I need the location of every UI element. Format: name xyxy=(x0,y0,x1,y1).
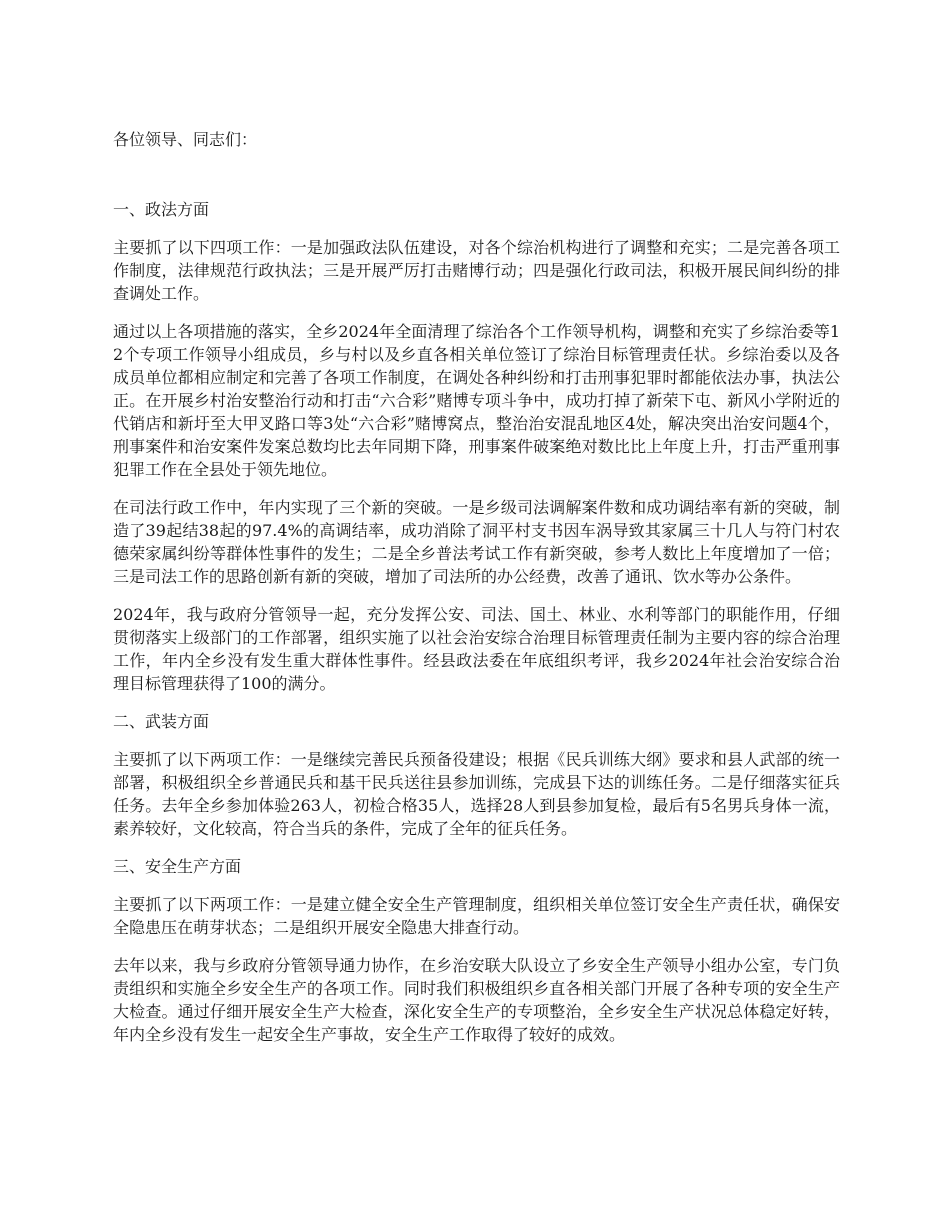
paragraph: 主要抓了以下四项工作：一是加强政法队伍建设，对各个综治机构进行了调整和充实；二是完善各项工作制度，法律规范行政执法；三是开展严厉打击赌博行动；四是强化行政司法，积极开展民间纠纷的排查调处工作。 xyxy=(113,238,840,303)
paragraph: 在司法行政工作中，年内实现了三个新的突破。一是乡级司法调解案件数和成功调结率有新的突破，制造了39起结38起的97.4%的高调结率，成功消除了洞平村支书因车涡导致其家属三十几人与符门村农德荣家属纠纷等群体性事件的发生；二是全乡普法考试工作有新突破，参考人数比上年度增加了一倍；三是司法工作的思路创新有新的突破，增加了司法所的办公经费，改善了通讯、饮水等办公条件。 xyxy=(113,498,840,586)
paragraph: 通过以上各项措施的落实，全乡2024年全面清理了综治各个工作领导机构，调整和充实了乡综治委等12个专项工作领导小组成员，乡与村以及乡直各相关单位签订了综治目标管理责任状。乡综治委以及各成员单位都相应制定和完善了各项工作制度，在调处各种纠纷和打击刑事犯罪时都能依法办事，执法公正。在开展乡村治安整治行动和打击“六合彩”赌博专项斗争中，成功打掉了新荣下屯、新风小学附近的代销店和新圩至大甲叉路口等3处“六合彩”赌博窝点，整治治安混乱地区4处，解决突出治安问题4个，刑事案件和治安案件发案总数均比去年同期下降，刑事案件破案绝对数比比上年度上升，打击严重刑事犯罪工作在全县处于领先地位。 xyxy=(113,322,840,479)
section-heading-work-safety: 三、安全生产方面 xyxy=(113,857,242,876)
greeting: 各位领导、同志们： xyxy=(113,130,258,149)
paragraph: 去年以来，我与乡政府分管领导通力协作，在乡治安联大队设立了乡安全生产领导小组办公室，专门负责组织和实施全乡安全生产的各项工作。同时我们积极组织乡直各相关部门开展了各种专项的安全生产大检查。通过仔细开展安全生产大检查，深化安全生产的专项整治，全乡安全生产状况总体稳定好转，年内全乡没有发生一起安全生产事故，安全生产工作取得了较好的成效。 xyxy=(113,956,840,1044)
paragraph: 主要抓了以下两项工作：一是建立健全安全生产管理制度，组织相关单位签订安全生产责任状，确保安全隐患压在萌芽状态；二是组织开展安全隐患大排查行动。 xyxy=(113,895,840,937)
section-heading-armed-forces: 二、武装方面 xyxy=(113,712,210,731)
paragraph: 主要抓了以下两项工作：一是继续完善民兵预备役建设；根据《民兵训练大纲》要求和县人武部的统一部署，积极组织全乡普通民兵和基干民兵送往县参加训练，完成县下达的训练任务。二是仔细落实征兵任务。去年全乡参加体验263人，初检合格35人，选择28人到县参加复检，最后有5名男兵身体一流，素养较好，文化较高，符合当兵的条件，完成了全年的征兵任务。 xyxy=(113,750,840,838)
section-heading-politics-law: 一、政法方面 xyxy=(113,200,210,219)
paragraph: 2024年，我与政府分管领导一起，充分发挥公安、司法、国土、林业、水利等部门的职能作用，仔细贯彻落实上级部门的工作部署，组织实施了以社会治安综合治理目标管理责任制为主要内容的综合治理工作，年内全乡没有发生重大群体性事件。经县政法委在年底组织考评，我乡2024年社会治安综合治理目标管理获得了100的满分。 xyxy=(113,605,840,693)
document-body xyxy=(113,128,840,1061)
